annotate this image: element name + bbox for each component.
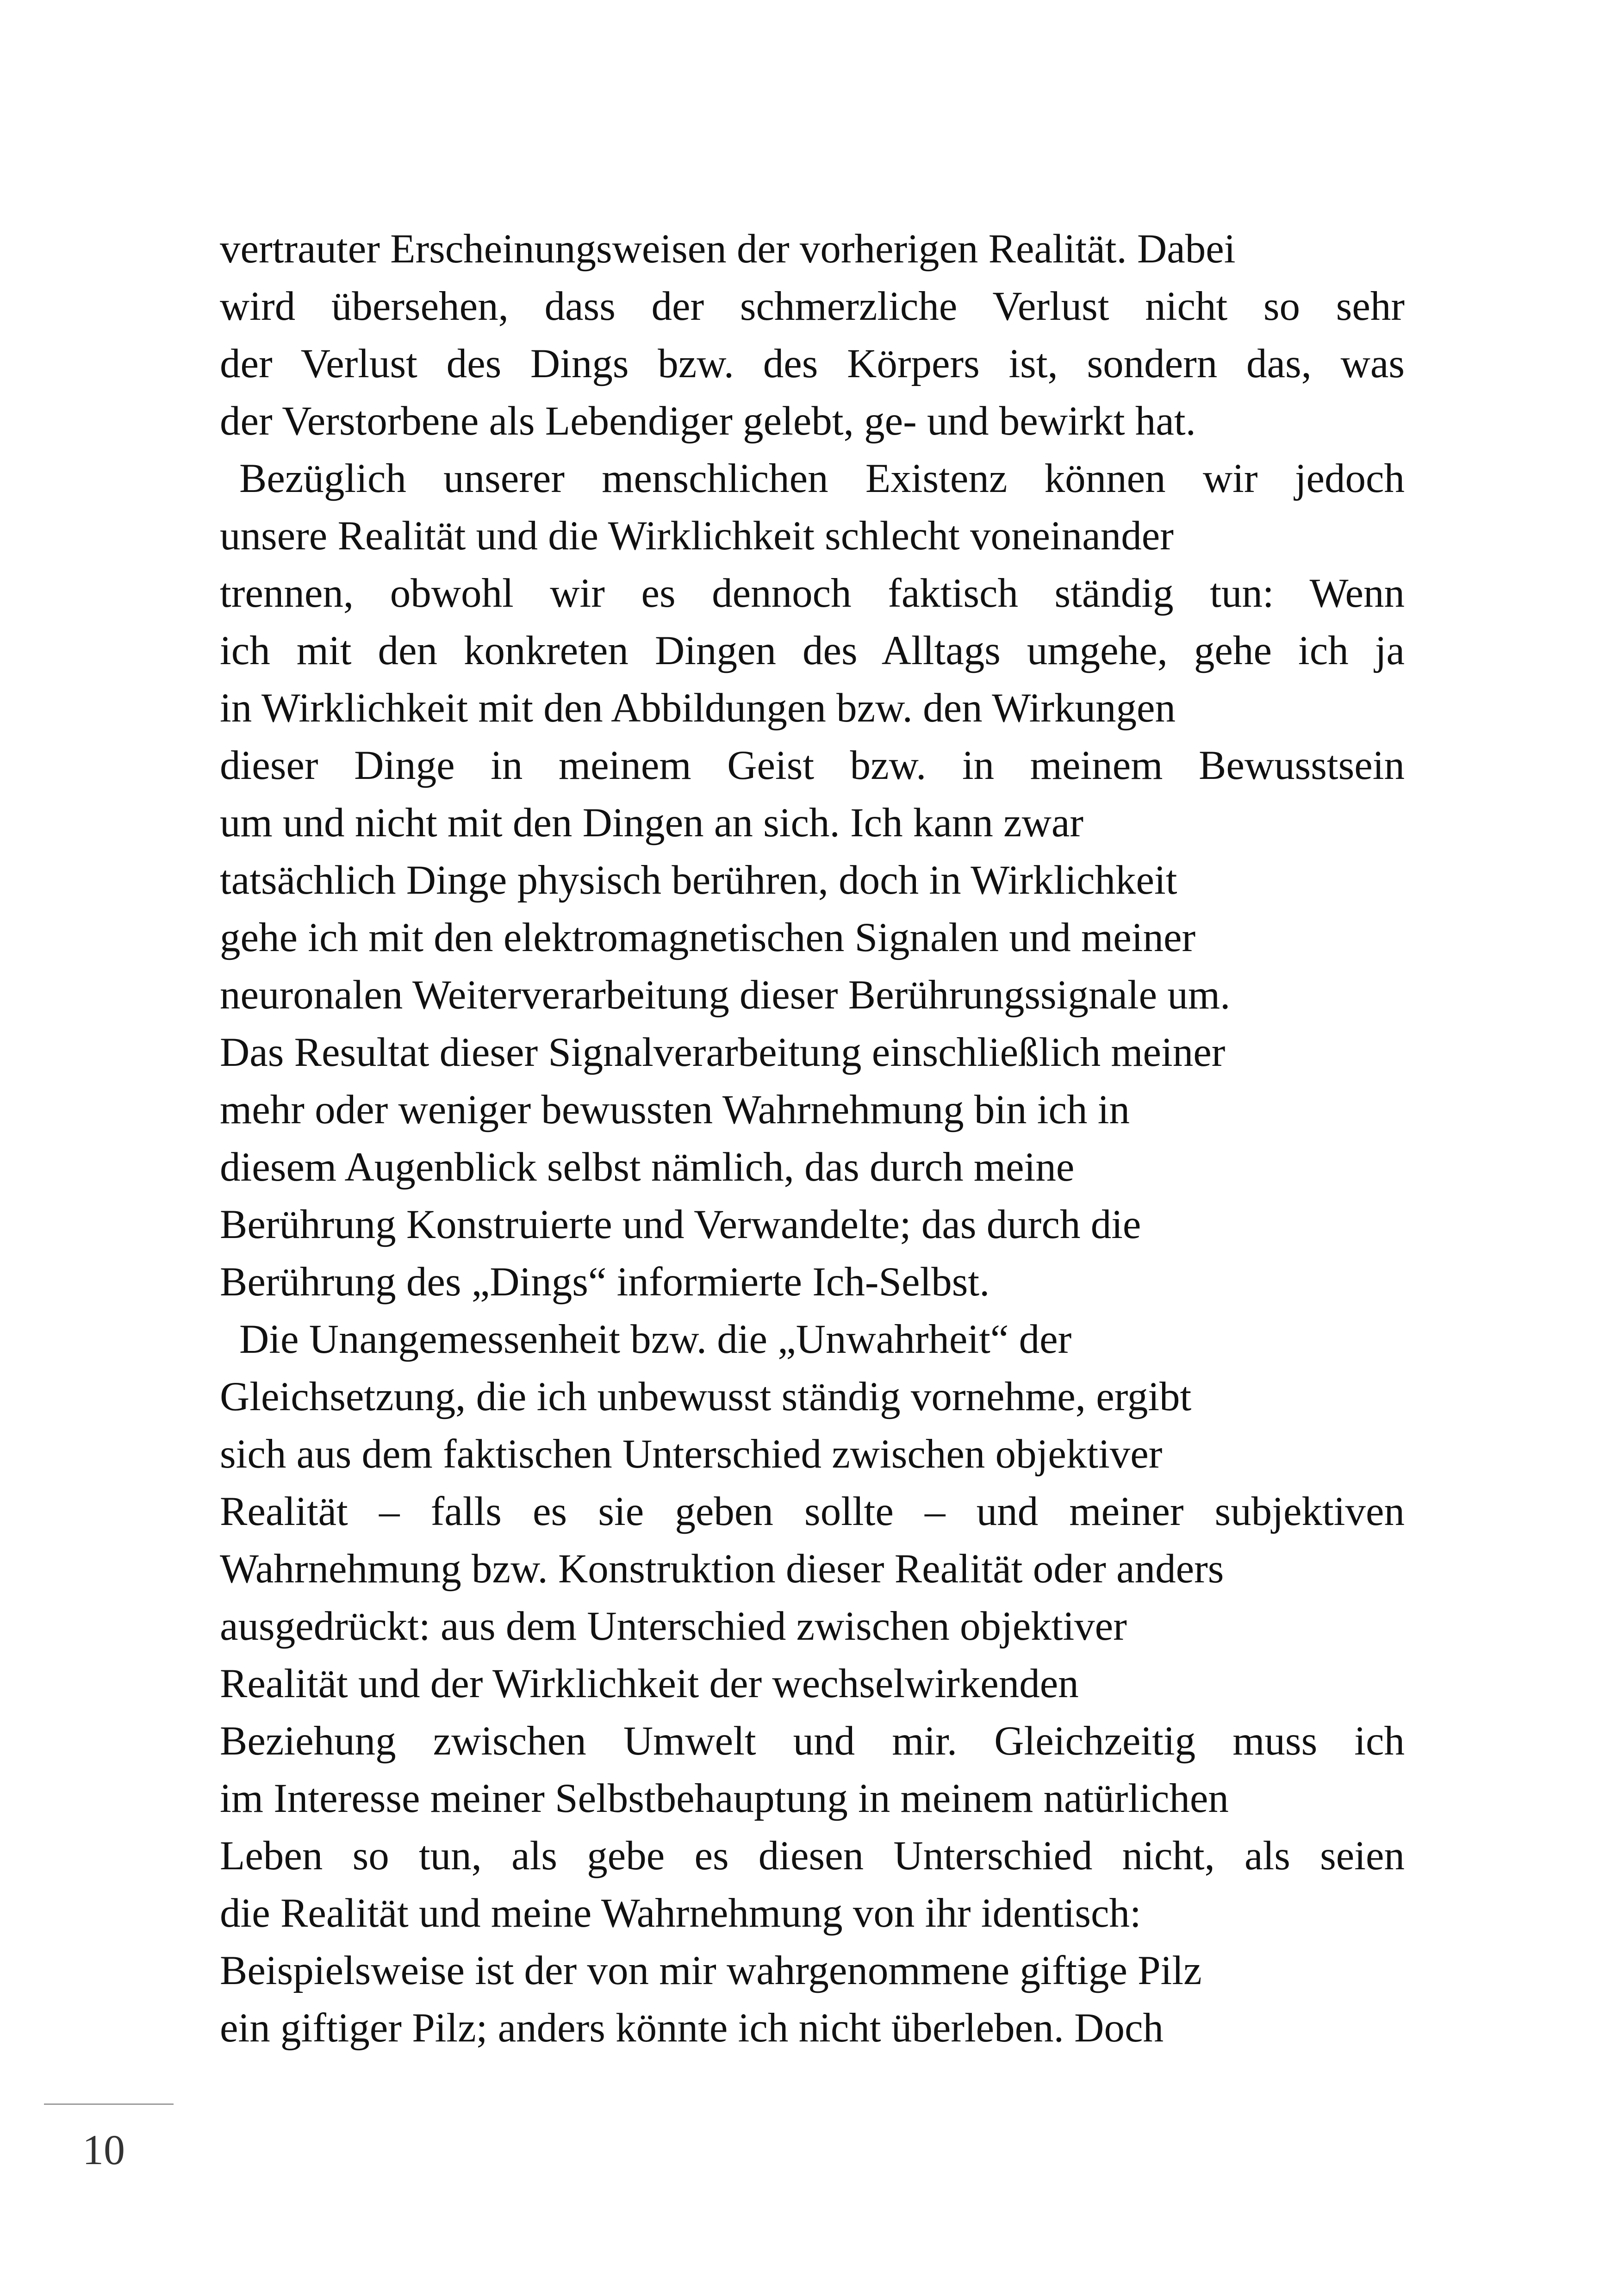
text-line: Realität – falls es sie geben sollte – und meiner subjektiven — [220, 1489, 1405, 1534]
text-line: Realität und der Wirklichkeit der wechselwirkenden — [220, 1661, 1079, 1706]
text-line: mehr oder weniger bewussten Wahrnehmung bin ich in — [220, 1087, 1130, 1132]
text-line: Das Resultat dieser Signalverarbeitung einschließlich meiner — [220, 1030, 1226, 1075]
text-line: tatsächlich Dinge physisch berühren, doch in Wirklichkeit — [220, 858, 1177, 903]
text-line: in Wirklichkeit mit den Abbildungen bzw. den Wirkungen — [220, 685, 1176, 731]
text-line: im Interesse meiner Selbstbehauptung in meinem natürlichen — [220, 1776, 1229, 1821]
text-line: vertrauter Erscheinungsweisen der vorherigen Realität. Dabei — [220, 226, 1236, 272]
text-line: Berührung Konstruierte und Verwandelte; das durch die — [220, 1202, 1141, 1247]
text-line: diesem Augenblick selbst nämlich, das durch meine — [220, 1145, 1075, 1190]
text-line: Wahrnehmung bzw. Konstruktion dieser Realität oder anders — [220, 1546, 1224, 1592]
text-line: Beispielsweise ist der von mir wahrgenommene giftige Pilz — [220, 1948, 1202, 1993]
text-line: dieser Dinge in meinem Geist bzw. in meinem Bewusstsein — [220, 743, 1405, 788]
text-line: ein giftiger Pilz; anders könnte ich nicht überleben. Doch — [220, 2005, 1164, 2051]
text-line: Gleichsetzung, die ich unbewusst ständig vornehme, ergibt — [220, 1374, 1192, 1419]
text-line: um und nicht mit den Dingen an sich. Ich kann zwar — [220, 800, 1084, 846]
text-line: Beziehung zwischen Umwelt und mir. Gleichzeitig muss ich — [220, 1718, 1405, 1764]
text-line: die Realität und meine Wahrnehmung von ihr identisch: — [220, 1891, 1141, 1936]
footer-rule — [44, 2103, 174, 2105]
text-line: ausgedrückt: aus dem Unterschied zwischen objektiver — [220, 1604, 1127, 1649]
body-text — [220, 220, 1405, 2057]
text-line: wird übersehen, dass der schmerzliche Verlust nicht so sehr — [220, 284, 1405, 329]
text-line: neuronalen Weiterverarbeitung dieser Berührungssignale um. — [220, 972, 1231, 1018]
text-line: ich mit den konkreten Dingen des Alltags umgehe, gehe ich ja — [220, 628, 1405, 673]
text-line: unsere Realität und die Wirklichkeit schlecht voneinander — [220, 513, 1174, 559]
page-number: 10 — [82, 2126, 125, 2173]
text-line: Leben so tun, als gebe es diesen Unterschied nicht, als seien — [220, 1833, 1405, 1879]
text-line: Berührung des „Dings“ informierte Ich-Selbst. — [220, 1259, 990, 1305]
text-line: sich aus dem faktischen Unterschied zwischen objektiver — [220, 1431, 1163, 1477]
text-line: gehe ich mit den elektromagnetischen Signalen und meiner — [220, 915, 1196, 960]
text-line: der Verstorbene als Lebendiger gelebt, ge- und bewirkt hat. — [220, 398, 1196, 444]
text-line: Bezüglich unserer menschlichen Existenz können wir jedoch — [239, 456, 1405, 501]
text-line: trennen, obwohl wir es dennoch faktisch ständig tun: Wenn — [220, 571, 1405, 616]
text-line: Die Unangemessenheit bzw. die „Unwahrheit“ der — [239, 1317, 1072, 1362]
text-line: der Verlust des Dings bzw. des Körpers ist, sondern das, was — [220, 341, 1405, 386]
